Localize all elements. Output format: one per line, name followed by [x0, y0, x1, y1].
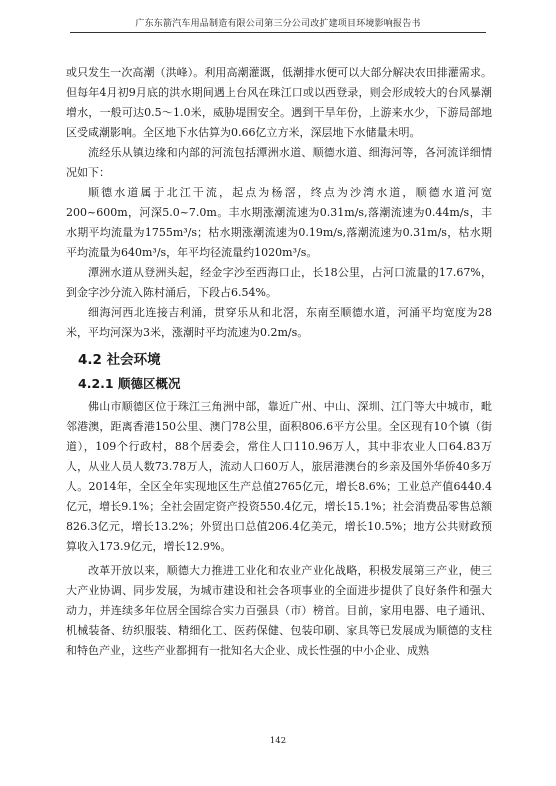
subsection-heading-shunde-overview: 4.2.1 顺德区概况: [78, 376, 181, 391]
section-heading-social-environment: 4.2 社会环境: [78, 352, 161, 368]
page-number: 142: [269, 736, 287, 746]
paragraph-shunde-overview: 佛山市顺德区位于珠江三角洲中部，靠近广州、中山、深圳、江门等大中城市，毗邻港澳，距离香港150公里、澳门78公里，面积806.6平方公里。全区现有10个镇（街道），109个行政村，88个居委会，常住人口110.96万人，其中非农业人口64.83万人，从业人员人数73.78万人，流动人口60万人，旅居港澳台的乡亲及国外华侨40多万人。2014年，全区全年实现地区生产总值2765亿元，增长8.6%；工业总产值6440.4亿元，增长9.1%；全社会固定资产投资550.4亿元，增长15.1%；社会消费品零售总额826.3亿元，增长13.2%；外贸出口总值206.4亿美元，增长10.5%；地方公共财政预算收入173.9亿元，增长12.9%。: [66, 400, 492, 553]
paragraph-tanzhou-waterway: 潭洲水道从登洲头起，经金字沙至西海口止，长18公里，占河口流量的17.67%，到金字沙分流入陈村涌后，下段占6.54%。: [66, 266, 492, 299]
paragraph-shunde-waterway: 顺德水道属于北江干流，起点为杨滘，终点为沙湾水道，顺德水道河宽200~600m，河深5.0~7.0m。丰水期涨潮流速为0.31m/s,落潮流速为0.44m/s，丰水期平均流量为1755m³/s；枯水期涨潮流速为0.19m/s,落潮流速为0.31m/s，枯水期平均流量为640m³/s，年平均径流量约1020m³/s。: [66, 186, 492, 259]
page-header: 广东东箭汽车用品制造有限公司第三分公司改扩建项目环境影响报告书: [70, 16, 486, 33]
document-body: [66, 63, 492, 661]
paragraph-xihai-river: 细海河西北连接吉利涌，贯穿乐从和北滘，东南至顺德水道，河涌平均宽度为28米，平均河深为3米，涨潮时平均流速为0.2m/s。: [66, 306, 492, 339]
paragraph-tidal-groundwater: 或只发生一次高潮（洪峰）。利用高潮灌溉，低潮排水便可以大部分解决农田排灌需求。但每年4月初9月底的洪水期间遇上台风在珠江口或以西登录，则会形成较大的台风暴潮增水，一般可达0.5～1.0米，威胁堤围安全。遇到干旱年份，上游来水少，下游局部地区受咸潮影响。全区地下水估算为0.66亿立方米，深层地下水储量未明。: [66, 66, 492, 139]
paragraph-rivers-intro: 流经乐从镇边缘和内部的河流包括潭洲水道、顺德水道、细海河等，各河流详细情况如下：: [66, 146, 492, 179]
paragraph-shunde-industry: 改革开放以来，顺德大力推进工业化和农业产业化战略，积极发展第三产业，使三大产业协调、同步发展，为城市建设和社会各项事业的全面进步提供了良好条件和强大动力，并连续多年位居全国综合实力百强县（市）榜首。目前，家用电器、电子通讯、机械装备、纺织服装、精细化工、医药保健、包装印刷、家具等已发展成为顺德的支柱和特色产业，这些产业都拥有一批知名大企业、成长性强的中小企业、成熟: [66, 564, 492, 657]
